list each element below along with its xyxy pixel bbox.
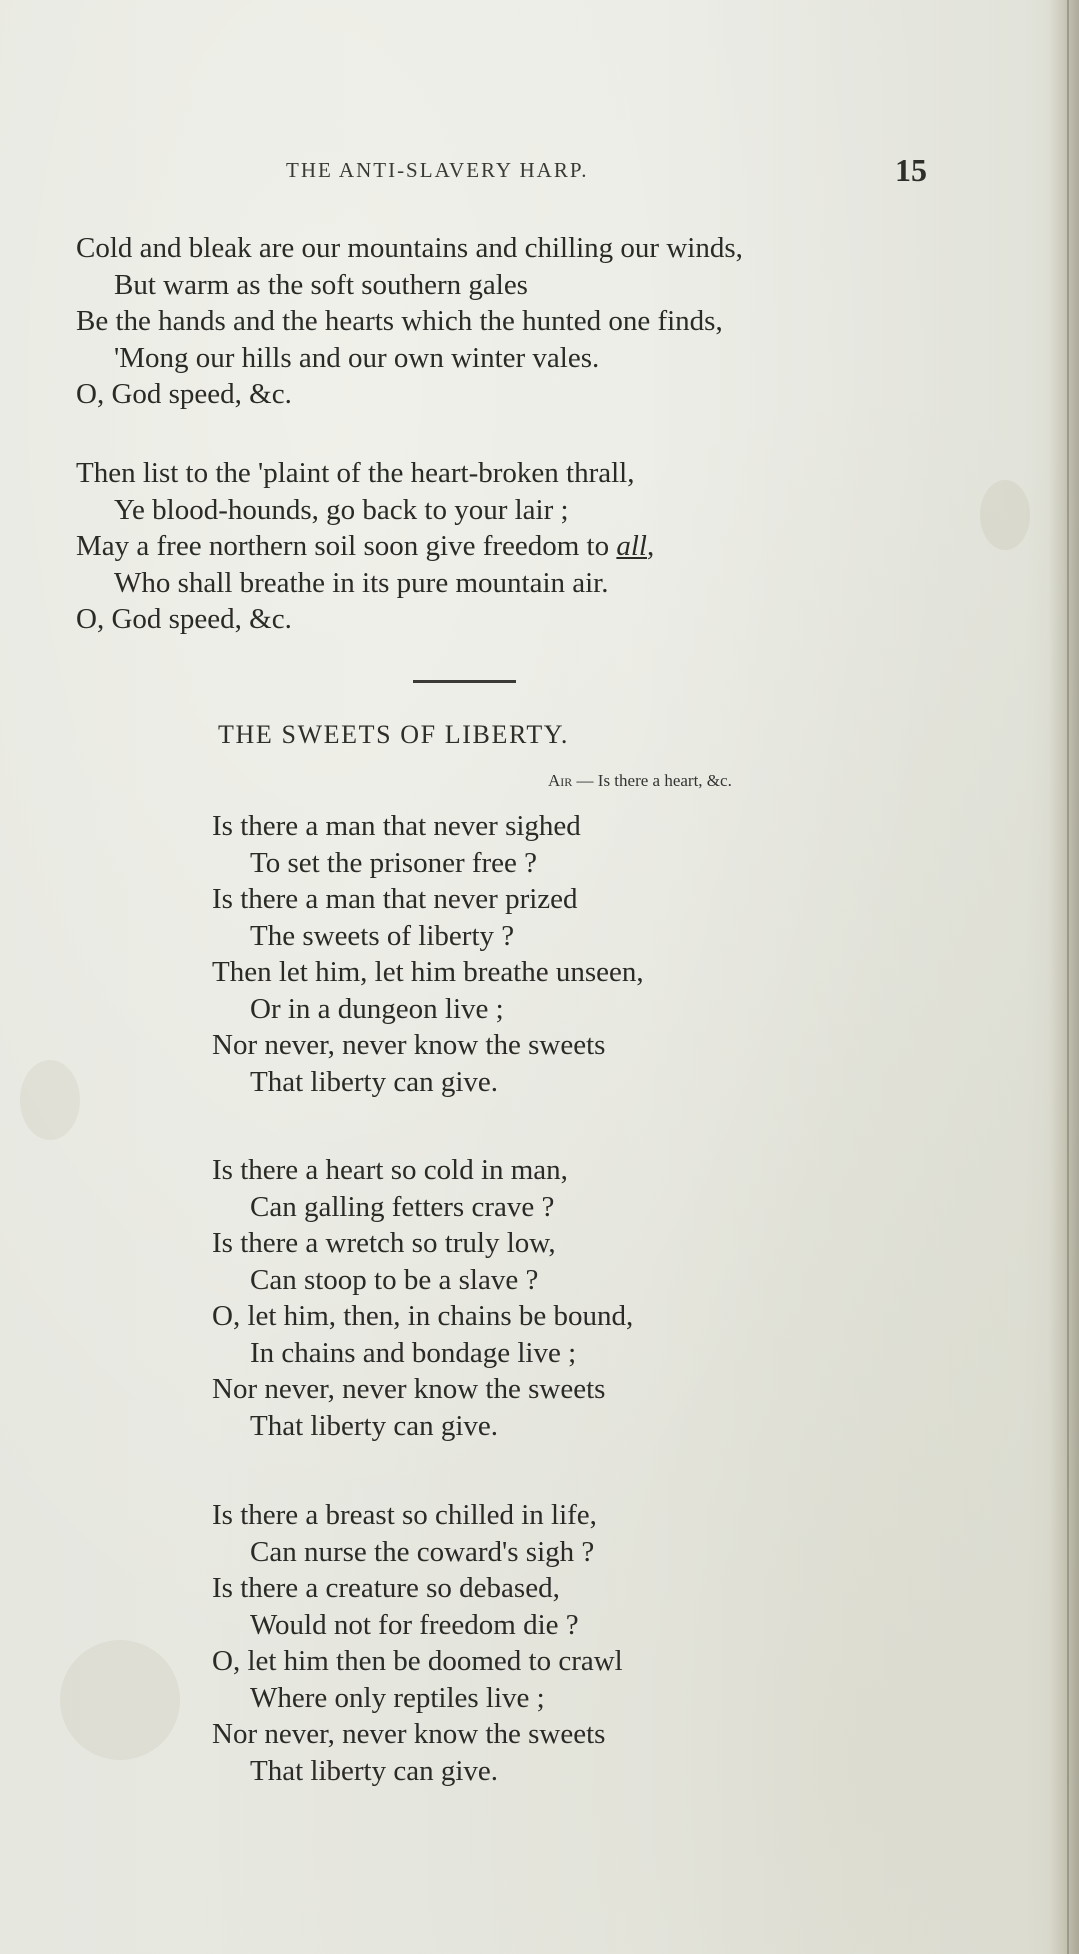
page-edge-line xyxy=(1067,0,1069,1954)
verse-line: Can nurse the coward's sigh ? xyxy=(250,1535,595,1568)
refrain-line: O, God speed, &c. xyxy=(76,603,292,635)
verse-line: O, let him, then, in chains be bound, xyxy=(212,1300,634,1332)
verse-line: Is there a man that never sighed xyxy=(212,810,581,842)
verse-line: That liberty can give. xyxy=(250,1754,499,1787)
paper-stain xyxy=(60,1640,180,1760)
paper-stain xyxy=(980,480,1030,550)
verse-line: Nor never, never know the sweets xyxy=(212,1029,606,1061)
poem-stanza-2 xyxy=(212,1152,633,1444)
verse-line: That liberty can give. xyxy=(250,1065,499,1098)
verse-line: Then list to the 'plaint of the heart-broken thrall, xyxy=(76,457,635,489)
verse-line: Is there a heart so cold in man, xyxy=(212,1154,568,1186)
verse-line: Then let him, let him breathe unseen, xyxy=(212,956,644,988)
verse-line: Or in a dungeon live ; xyxy=(250,992,504,1025)
verse-line: Can galling fetters crave ? xyxy=(250,1190,555,1223)
air-label: Air xyxy=(548,771,573,790)
refrain-line: O, God speed, &c. xyxy=(76,378,292,410)
verse-line: Is there a breast so chilled in life, xyxy=(212,1499,597,1531)
section-divider xyxy=(413,680,516,683)
verse-line: That liberty can give. xyxy=(250,1409,499,1442)
previous-poem-stanza-1 xyxy=(76,230,743,413)
verse-punctuation: , xyxy=(647,530,655,562)
verse-line: O, let him then be doomed to crawl xyxy=(212,1645,623,1677)
verse-line: Would not for freedom die ? xyxy=(250,1608,579,1641)
running-title: THE ANTI-SLAVERY HARP. xyxy=(286,158,589,182)
verse-line: The sweets of liberty ? xyxy=(250,919,515,952)
verse-line: Be the hands and the hearts which the hunted one finds, xyxy=(76,305,723,337)
air-note xyxy=(548,771,732,791)
page-number: 15 xyxy=(895,152,927,188)
verse-line: Where only reptiles live ; xyxy=(250,1681,545,1714)
running-head xyxy=(0,152,1079,192)
verse-line: Is there a man that never prized xyxy=(212,883,578,915)
verse-line: Cold and bleak are our mountains and chilling our winds, xyxy=(76,232,743,264)
verse-line: In chains and bondage live ; xyxy=(250,1336,577,1369)
verse-line xyxy=(76,528,654,565)
paper-stain xyxy=(20,1060,80,1140)
verse-text: May a free northern soil soon give freedom to xyxy=(76,530,617,562)
verse-line: Is there a creature so debased, xyxy=(212,1572,560,1604)
verse-line: To set the prisoner free ? xyxy=(250,846,538,879)
verse-line: 'Mong our hills and our own winter vales. xyxy=(114,341,600,374)
verse-line: But warm as the soft southern gales xyxy=(114,268,528,301)
emphasized-word: all xyxy=(616,530,647,562)
verse-line: Nor never, never know the sweets xyxy=(212,1373,606,1405)
previous-poem-stanza-2 xyxy=(76,455,654,638)
verse-line: Nor never, never know the sweets xyxy=(212,1718,606,1750)
page-edge-shadow xyxy=(1049,0,1079,1954)
verse-line: Is there a wretch so truly low, xyxy=(212,1227,556,1259)
verse-line: Who shall breathe in its pure mountain air. xyxy=(114,566,609,599)
verse-line: Can stoop to be a slave ? xyxy=(250,1263,539,1296)
poem-title: THE SWEETS OF LIBERTY. xyxy=(218,720,569,749)
poem-stanza-3 xyxy=(212,1497,623,1789)
poem-stanza-1 xyxy=(212,808,644,1100)
air-tune: — Is there a heart, &c. xyxy=(572,771,732,790)
verse-line: Ye blood-hounds, go back to your lair ; xyxy=(114,493,569,526)
